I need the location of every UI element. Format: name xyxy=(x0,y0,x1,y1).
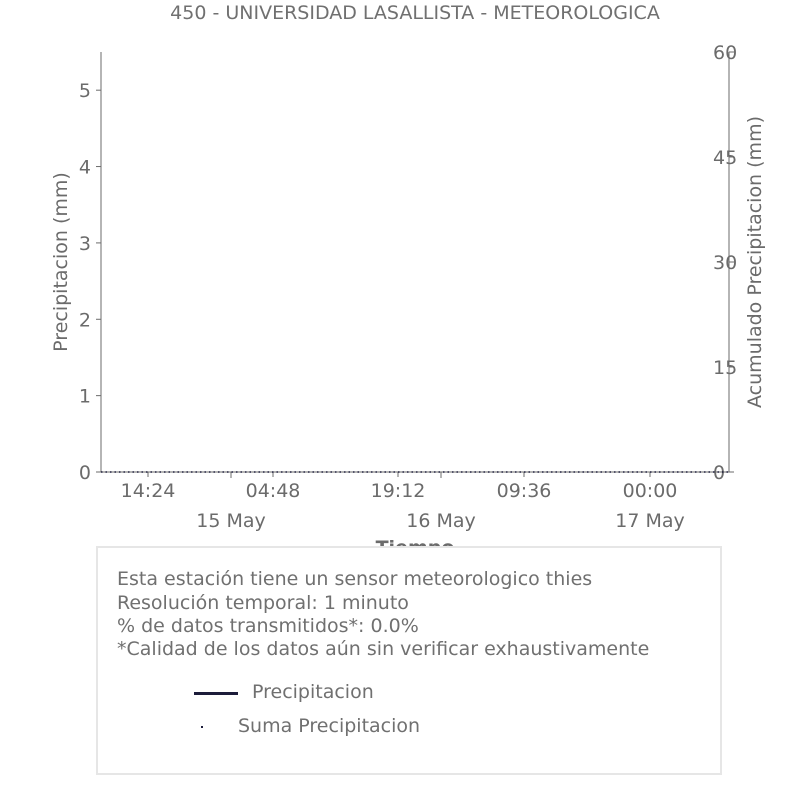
y-tick-label: 1 xyxy=(78,385,91,408)
x-tick-label: 19:12 xyxy=(370,480,426,502)
legend-item-precipitacion: Precipitacion xyxy=(252,681,374,703)
y2-tick-label: 60 xyxy=(713,42,738,64)
y-tick-label: 5 xyxy=(78,80,91,103)
x-tick-label: 14:24 xyxy=(120,480,176,502)
x-date-label: 15 May xyxy=(196,510,266,532)
legend-item-suma-precipitacion: Suma Precipitacion xyxy=(238,715,421,737)
x-date-label: 17 May xyxy=(615,510,685,532)
x-date-label: 16 May xyxy=(406,510,476,532)
y2-tick-label: 30 xyxy=(713,252,738,274)
y-tick-label: 2 xyxy=(78,309,91,332)
legend-dot-swatch xyxy=(201,726,203,728)
chart-title: 450 - UNIVERSIDAD LASALLISTA - METEOROLOGICA xyxy=(170,2,660,24)
info-transmitted-text: % de datos transmitidos*: 0.0% xyxy=(117,615,419,637)
y-tick-label: 0 xyxy=(78,462,91,484)
y2-tick-label: 45 xyxy=(713,147,738,169)
x-tick-label: 04:48 xyxy=(245,480,301,502)
y2-tick-label: 0 xyxy=(713,462,726,484)
info-sensor-text: Esta estación tiene un sensor meteorologico thies xyxy=(117,568,593,590)
y-axis-label: Precipitacion (mm) xyxy=(50,172,72,352)
x-tick-label: 00:00 xyxy=(622,480,678,502)
legend-line-swatch xyxy=(194,692,238,695)
x-tick-label: 09:36 xyxy=(496,480,552,502)
y2-axis-label: Acumulado Precipitacion (mm) xyxy=(744,116,766,408)
info-legend-box xyxy=(96,546,722,775)
info-quality-text: *Calidad de los datos aún sin verificar exhaustivamente xyxy=(117,638,650,660)
y-tick-label: 4 xyxy=(78,156,91,179)
y-tick-label: 3 xyxy=(78,232,91,255)
info-resolution-text: Resolución temporal: 1 minuto xyxy=(117,592,409,614)
y2-tick-label: 15 xyxy=(713,357,738,379)
